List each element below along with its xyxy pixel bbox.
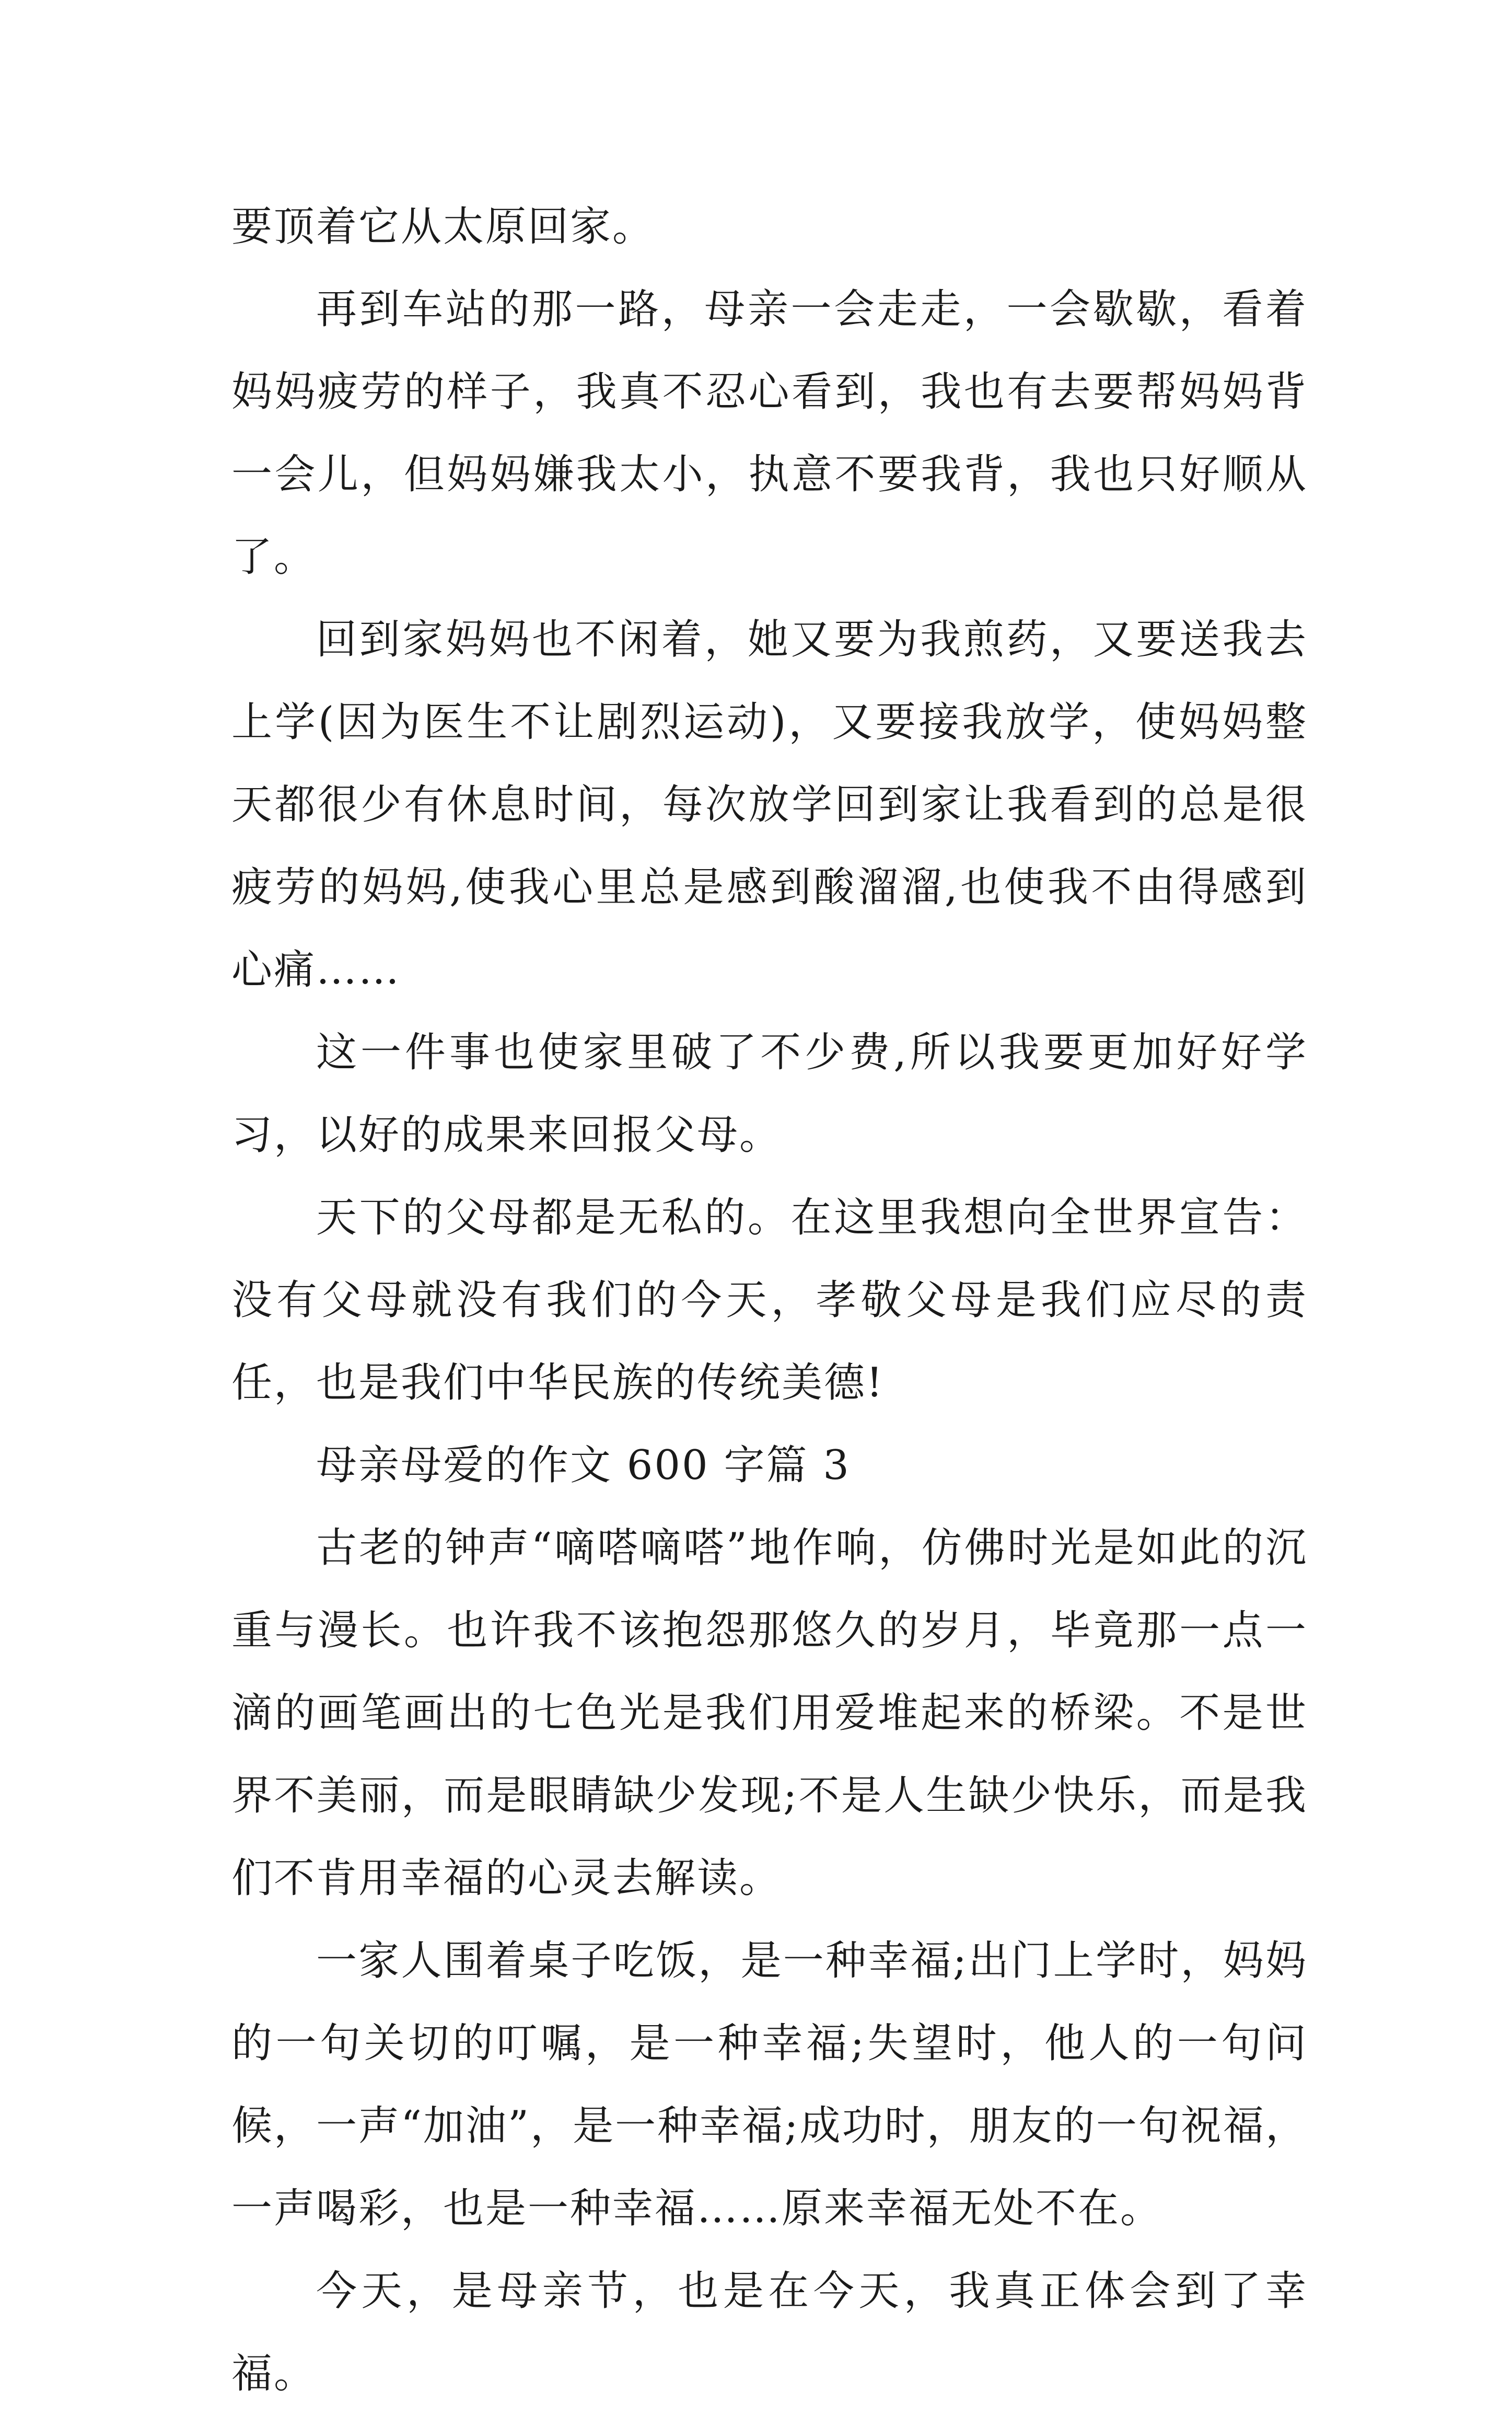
paragraph: 天下的父母都是无私的。在这里我想向全世界宣告：没有父母就没有我们的今天，孝敬父母是我们应尽的责任，也是我们中华民族的传统美德! <box>231 1194 1308 1406</box>
paragraph: 再到车站的那一路，母亲一会走走，一会歇歇，看着妈妈疲劳的样子，我真不忍心看到，我也有去要帮妈妈背一会儿，但妈妈嫌我太小，执意不要我背，我也只好顺从了。 <box>231 286 1308 581</box>
paragraph: 今天，是母亲节，也是在今天，我真正体会到了幸福。 <box>231 2268 1308 2397</box>
paragraph: 古老的钟声“嘀嗒嘀嗒”地作响，仿佛时光是如此的沉重与漫长。也许我不该抱怨那悠久的岁月，毕竟那一点一滴的画笔画出的七色光是我们用爱堆起来的桥梁。不是世界不美丽，而是眼睛缺少发现;不是人生缺少快乐，而是我们不肯用幸福的心灵去解读。 <box>231 1524 1308 1902</box>
paragraph: 一家人围着桌子吃饭，是一种幸福;出门上学时，妈妈的一句关切的叮嘱，是一种幸福;失望时，他人的一句问候，一声“加油”，是一种幸福;成功时，朋友的一句祝福，一声喝彩，也是一种幸福……原来幸福无处不在。 <box>231 1937 1308 2232</box>
document-body <box>231 186 1308 2415</box>
paragraph: 要顶着它从太原回家。 <box>231 203 655 250</box>
section-heading: 母亲母爱的作文 600 字篇 3 <box>316 1442 851 1489</box>
paragraph: 这一件事也使家里破了不少费,所以我要更加好好学习，以好的成果来回报父母。 <box>231 1029 1308 1159</box>
paragraph: 回到家妈妈也不闲着，她又要为我煎药，又要送我去上学(因为医生不让剧烈运动)，又要接我放学，使妈妈整天都很少有休息时间，每次放学回到家让我看到的总是很疲劳的妈妈,使我心里总是感到酸溜溜,也使我不由得感到心痛…… <box>231 616 1308 993</box>
